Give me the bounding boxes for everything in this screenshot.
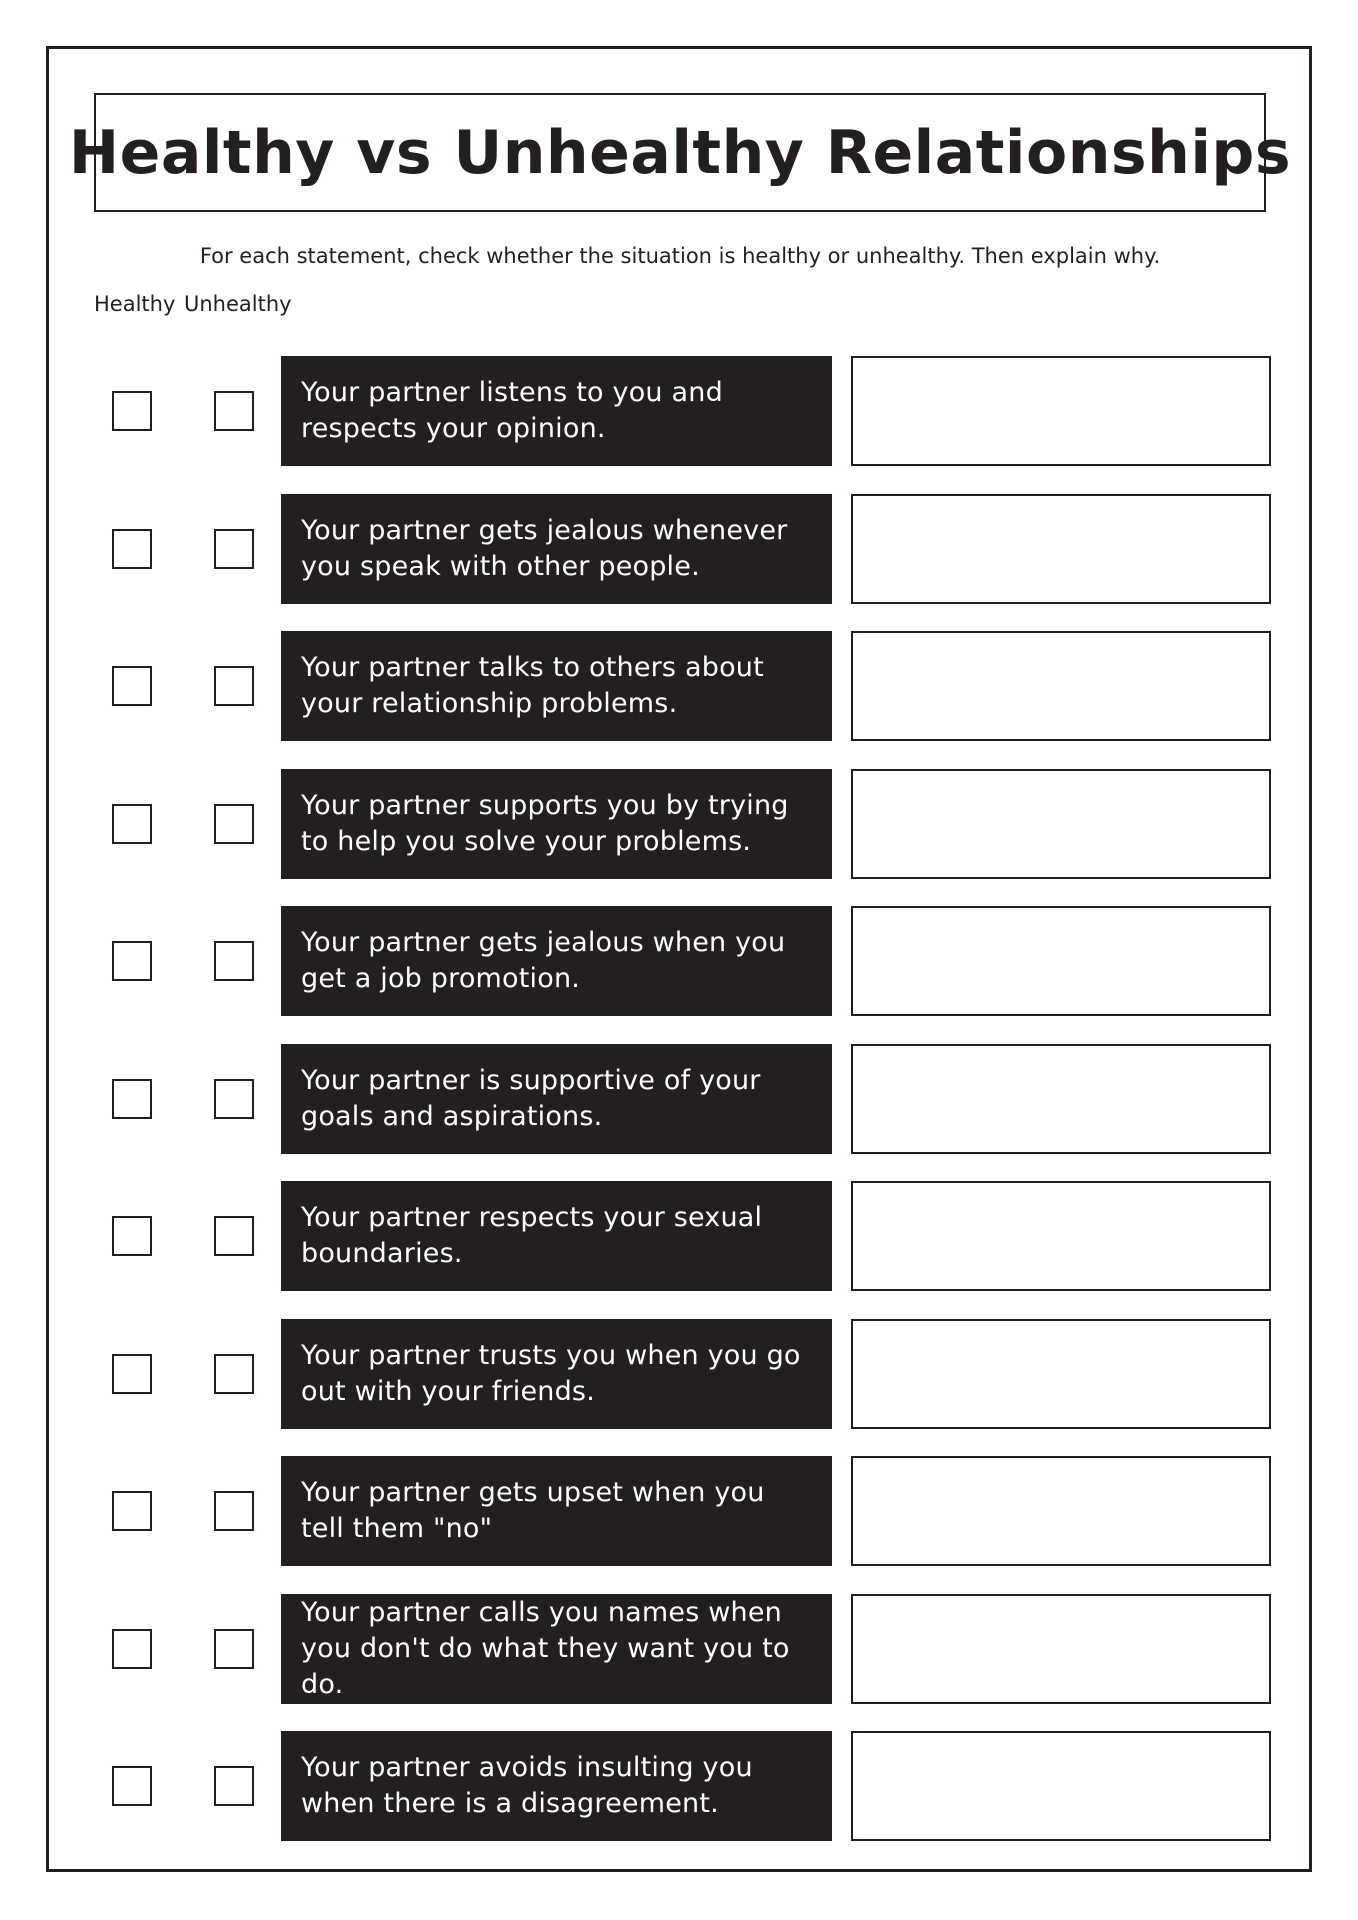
statement-row	[0, 494, 1358, 604]
statement-row	[0, 906, 1358, 1016]
healthy-checkbox[interactable]	[112, 529, 152, 569]
explanation-box[interactable]	[851, 1319, 1271, 1429]
statement-row	[0, 356, 1358, 466]
unhealthy-checkbox[interactable]	[214, 1079, 254, 1119]
healthy-checkbox[interactable]	[112, 1216, 152, 1256]
statement-text: Your partner gets jealous when you get a job promotion.	[281, 906, 832, 1016]
statement-row	[0, 1456, 1358, 1566]
explanation-box[interactable]	[851, 356, 1271, 466]
title-box	[68, 93, 1292, 212]
unhealthy-checkbox[interactable]	[214, 1216, 254, 1256]
explanation-box[interactable]	[851, 1044, 1271, 1154]
page-title: Healthy vs Unhealthy Relationships	[68, 117, 1292, 188]
instructions-text: For each statement, check whether the situation is healthy or unhealthy. Then explain why.	[199, 244, 1161, 268]
explanation-box[interactable]	[851, 1731, 1271, 1841]
unhealthy-checkbox[interactable]	[214, 941, 254, 981]
statement-row	[0, 1594, 1358, 1704]
explanation-box[interactable]	[851, 1594, 1271, 1704]
healthy-checkbox[interactable]	[112, 391, 152, 431]
healthy-checkbox[interactable]	[112, 941, 152, 981]
statement-row	[0, 631, 1358, 741]
explanation-box[interactable]	[851, 1456, 1271, 1566]
unhealthy-checkbox[interactable]	[214, 1629, 254, 1669]
healthy-checkbox[interactable]	[112, 1354, 152, 1394]
statement-text: Your partner avoids insulting you when there is a disagreement.	[281, 1731, 832, 1841]
healthy-checkbox[interactable]	[112, 1079, 152, 1119]
statement-row	[0, 769, 1358, 879]
healthy-checkbox[interactable]	[112, 804, 152, 844]
healthy-checkbox[interactable]	[112, 1766, 152, 1806]
unhealthy-checkbox[interactable]	[214, 1766, 254, 1806]
unhealthy-checkbox[interactable]	[214, 1491, 254, 1531]
statement-row	[0, 1044, 1358, 1154]
statement-text: Your partner gets jealous whenever you speak with other people.	[281, 494, 832, 604]
statement-text: Your partner trusts you when you go out with your friends.	[281, 1319, 832, 1429]
column-header-healthy: Healthy	[94, 292, 176, 316]
statement-text: Your partner calls you names when you don't do what they want you to do.	[281, 1594, 832, 1704]
unhealthy-checkbox[interactable]	[214, 391, 254, 431]
explanation-box[interactable]	[851, 906, 1271, 1016]
unhealthy-checkbox[interactable]	[214, 529, 254, 569]
statement-row	[0, 1731, 1358, 1841]
explanation-box[interactable]	[851, 494, 1271, 604]
statement-text: Your partner listens to you and respects your opinion.	[281, 356, 832, 466]
unhealthy-checkbox[interactable]	[214, 666, 254, 706]
statement-text: Your partner is supportive of your goals and aspirations.	[281, 1044, 832, 1154]
unhealthy-checkbox[interactable]	[214, 1354, 254, 1394]
statement-row	[0, 1181, 1358, 1291]
explanation-box[interactable]	[851, 631, 1271, 741]
statement-row	[0, 1319, 1358, 1429]
statement-text: Your partner gets upset when you tell them "no"	[281, 1456, 832, 1566]
healthy-checkbox[interactable]	[112, 1491, 152, 1531]
healthy-checkbox[interactable]	[112, 1629, 152, 1669]
healthy-checkbox[interactable]	[112, 666, 152, 706]
unhealthy-checkbox[interactable]	[214, 804, 254, 844]
explanation-box[interactable]	[851, 1181, 1271, 1291]
statement-text: Your partner respects your sexual boundaries.	[281, 1181, 832, 1291]
explanation-box[interactable]	[851, 769, 1271, 879]
column-header-unhealthy: Unhealthy	[184, 292, 292, 316]
statement-text: Your partner supports you by trying to help you solve your problems.	[281, 769, 832, 879]
statement-text: Your partner talks to others about your relationship problems.	[281, 631, 832, 741]
